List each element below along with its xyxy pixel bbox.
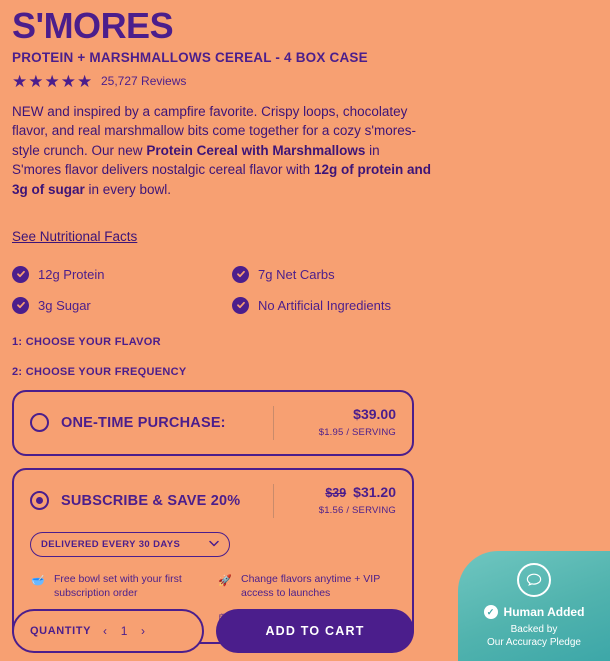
radio-subscribe[interactable] xyxy=(30,491,49,510)
radio-selected-dot xyxy=(36,497,43,504)
purchase-option-one-time[interactable] xyxy=(12,390,414,456)
one-time-price: $39.00 xyxy=(353,405,396,422)
one-time-per-serving: $1.95 / SERVING xyxy=(318,426,396,438)
star-rating xyxy=(12,73,93,90)
quantity-value[interactable]: 1 xyxy=(120,624,128,638)
bowl-icon: 🥣 xyxy=(31,574,45,587)
product-page xyxy=(0,6,610,661)
delivery-frequency-select[interactable] xyxy=(30,532,230,557)
star-icon: ★ xyxy=(44,71,60,91)
benefit-item xyxy=(232,266,452,283)
step-choose-frequency-label: 2: CHOOSE YOUR FREQUENCY xyxy=(12,365,187,378)
subscribe-price-block xyxy=(273,484,396,518)
quantity-decrease-icon[interactable]: ‹ xyxy=(103,624,108,638)
star-icon: ★ xyxy=(28,71,44,91)
description-part-3: in every bowl. xyxy=(84,181,172,197)
benefit-label: 12g Protein xyxy=(38,266,105,282)
description-part-1: NEW and inspired by a campfire favorite. Crispy loops, chocolatey flavor, and real marshmallow bits come together for a cozy s'mores-style crunch. Our new xyxy=(12,103,416,158)
add-to-cart-button[interactable]: ADD TO CART xyxy=(216,609,414,653)
badge-subtitle-line2: Our Accuracy Pledge xyxy=(487,637,581,648)
perk-label: Free bowl set with your first subscription order xyxy=(54,572,182,599)
benefits-list xyxy=(12,266,452,314)
benefit-label: 7g Net Carbs xyxy=(258,266,335,282)
check-circle-icon: ✓ xyxy=(484,605,498,619)
chevron-down-icon xyxy=(209,539,219,550)
delivery-frequency-value: DELIVERED EVERY 30 DAYS xyxy=(41,538,181,550)
subscribe-per-serving: $1.56 / SERVING xyxy=(318,504,396,516)
human-added-badge xyxy=(458,551,610,661)
perk-item xyxy=(30,573,209,600)
benefit-item xyxy=(232,297,452,314)
benefit-label: 3g Sugar xyxy=(38,297,91,313)
one-time-price-block xyxy=(273,406,396,440)
perk-item xyxy=(217,573,396,600)
check-icon xyxy=(232,297,249,314)
one-time-price-line xyxy=(288,406,396,422)
benefit-item xyxy=(12,266,222,283)
badge-subtitle-line1: Backed by xyxy=(510,624,558,635)
quantity-stepper[interactable] xyxy=(12,609,204,653)
rating-row[interactable] xyxy=(12,73,598,90)
subscribe-option-label: SUBSCRIBE & SAVE 20% xyxy=(61,492,241,509)
cart-bar xyxy=(12,609,414,653)
star-half-icon: ★ xyxy=(77,72,93,90)
quantity-label: QUANTITY xyxy=(30,625,92,637)
subscribe-old-price: $39 xyxy=(325,485,347,500)
check-icon xyxy=(12,266,29,283)
star-icon: ★ xyxy=(12,71,28,91)
review-count[interactable]: 25,727 Reviews xyxy=(101,74,187,89)
description-bold-1: Protein Cereal with Marshmallows xyxy=(146,142,366,158)
chat-bubble-icon xyxy=(517,563,551,597)
benefit-label: No Artificial Ingredients xyxy=(258,297,391,313)
nutritional-facts-link[interactable]: See Nutritional Facts xyxy=(12,228,138,244)
subscribe-option-head[interactable] xyxy=(30,484,396,518)
step-choose-flavor-label: 1: CHOOSE YOUR FLAVOR xyxy=(12,335,161,348)
page-title: S'MORES xyxy=(12,5,174,46)
product-description xyxy=(12,102,432,200)
subscribe-price: $31.20 xyxy=(353,483,396,500)
rocket-icon: 🚀 xyxy=(218,574,232,587)
product-subtitle: PROTEIN + MARSHMALLOWS CEREAL - 4 BOX CASE xyxy=(12,49,368,65)
one-time-option-label: ONE-TIME PURCHASE: xyxy=(61,414,226,431)
subscribe-price-line xyxy=(288,484,396,500)
quantity-increase-icon[interactable]: › xyxy=(141,624,146,638)
perk-label: Change flavors anytime + VIP access to launches xyxy=(241,572,381,599)
badge-subtitle xyxy=(487,623,581,649)
star-icon: ★ xyxy=(60,71,76,91)
benefit-item xyxy=(12,297,222,314)
description-bold-2: 12g of protein and 3g of sugar xyxy=(12,162,431,197)
check-icon xyxy=(232,266,249,283)
description-part-2: in S'mores flavor delivers nostalgic cereal flavor with xyxy=(12,142,380,178)
radio-one-time[interactable] xyxy=(30,413,49,432)
one-time-option-head[interactable] xyxy=(30,406,396,440)
badge-title-row xyxy=(484,605,585,619)
badge-title: Human Added xyxy=(503,605,585,619)
check-icon xyxy=(12,297,29,314)
